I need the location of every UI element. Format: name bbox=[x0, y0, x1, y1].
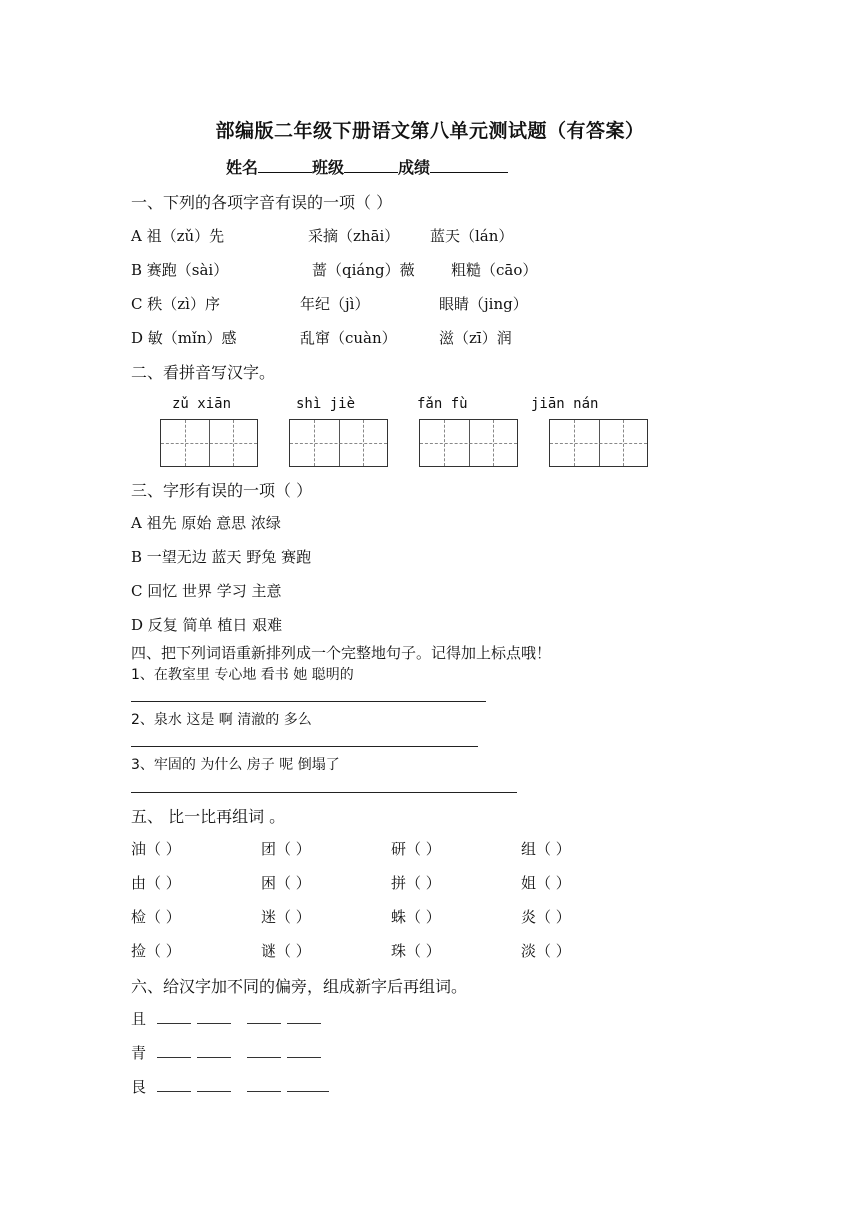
section-4-heading: 四、把下列词语重新排列成一个完整地句子。记得加上标点哦！ bbox=[131, 644, 552, 662]
name-label: 姓名 bbox=[226, 158, 259, 177]
s6-blank[interactable] bbox=[247, 1077, 281, 1092]
s1-option-b bbox=[131, 259, 651, 281]
s1-c-2: 年纪（jì） bbox=[300, 295, 370, 313]
pinyin-3: fǎn fù bbox=[417, 396, 468, 412]
s5-cell[interactable]: 组（ ） bbox=[521, 840, 571, 858]
s6-blank[interactable] bbox=[247, 1009, 281, 1024]
section-3-heading: 三、字形有误的一项（ ） bbox=[131, 481, 313, 500]
writing-grid-4[interactable] bbox=[549, 419, 648, 467]
s1-d-3: 滋（zī）润 bbox=[439, 329, 512, 347]
s1-a-1: A 祖（zǔ）先 bbox=[131, 227, 225, 245]
score-label: 成绩 bbox=[398, 158, 431, 177]
s5-cell[interactable]: 谜（ ） bbox=[261, 942, 311, 960]
s5-cell[interactable]: 拼（ ） bbox=[391, 874, 441, 892]
class-label: 班级 bbox=[312, 158, 345, 177]
s1-b-1: B 赛跑（sài） bbox=[131, 261, 229, 279]
s4-answer-line-1[interactable] bbox=[131, 701, 486, 702]
s1-b-2: 蔷（qiáng）薇 bbox=[312, 261, 415, 279]
s5-cell[interactable]: 姐（ ） bbox=[521, 874, 571, 892]
pinyin-4: jiān nán bbox=[531, 396, 599, 412]
s5-cell[interactable]: 炎（ ） bbox=[521, 908, 571, 926]
s5-cell[interactable]: 困（ ） bbox=[261, 874, 311, 892]
s6-char-3: 艮 bbox=[131, 1078, 147, 1096]
class-blank[interactable] bbox=[344, 156, 398, 173]
name-blank[interactable] bbox=[258, 156, 312, 173]
s5-cell[interactable]: 由（ ） bbox=[131, 874, 181, 892]
student-info-line bbox=[226, 155, 508, 178]
s3-option-a: A 祖先 原始 意思 浓绿 bbox=[131, 514, 281, 532]
s3-option-d: D 反复 简单 植日 艰难 bbox=[131, 616, 283, 634]
s1-d-1: D 敏（mǐn）感 bbox=[131, 329, 237, 347]
pinyin-1: zǔ xiān bbox=[172, 396, 232, 412]
s6-row-2 bbox=[131, 1042, 327, 1063]
s5-cell[interactable]: 迷（ ） bbox=[261, 908, 311, 926]
s1-d-2: 乱窜（cuàn） bbox=[300, 329, 397, 347]
s1-option-a bbox=[131, 225, 651, 247]
s5-cell[interactable]: 捡（ ） bbox=[131, 942, 181, 960]
s6-blank[interactable] bbox=[197, 1009, 231, 1024]
s6-blank[interactable] bbox=[197, 1043, 231, 1058]
s6-row-3 bbox=[131, 1076, 335, 1097]
page-title: 部编版二年级下册语文第八单元测试题（有答案） bbox=[215, 120, 645, 142]
writing-grid-2[interactable] bbox=[289, 419, 388, 467]
s6-row-1 bbox=[131, 1008, 327, 1029]
section-6-heading: 六、给汉字加不同的偏旁，组成新字后再组词。 bbox=[131, 977, 468, 996]
s5-cell[interactable]: 珠（ ） bbox=[391, 942, 441, 960]
section-2-heading: 二、看拼音写汉字。 bbox=[131, 363, 276, 382]
s4-item-2: 2、泉水 这是 啊 清澈的 多么 bbox=[131, 712, 312, 728]
s1-option-c bbox=[131, 293, 651, 315]
s5-cell[interactable]: 团（ ） bbox=[261, 840, 311, 858]
score-blank[interactable] bbox=[430, 156, 508, 173]
s6-blank[interactable] bbox=[197, 1077, 231, 1092]
s6-blank[interactable] bbox=[247, 1043, 281, 1058]
s1-b-3: 粗糙（cāo） bbox=[451, 261, 538, 279]
s6-char-2: 青 bbox=[131, 1044, 147, 1062]
s4-answer-line-2[interactable] bbox=[131, 746, 478, 747]
section-5-heading: 五、 比一比再组词 。 bbox=[131, 807, 286, 826]
s6-blank[interactable] bbox=[287, 1043, 321, 1058]
s5-cell[interactable]: 检（ ） bbox=[131, 908, 181, 926]
s3-option-b: B 一望无边 蓝天 野兔 赛跑 bbox=[131, 548, 312, 566]
writing-grid-3[interactable] bbox=[419, 419, 518, 467]
s6-blank[interactable] bbox=[287, 1009, 321, 1024]
s6-blank[interactable] bbox=[287, 1077, 329, 1092]
writing-grid-1[interactable] bbox=[160, 419, 258, 467]
s5-cell[interactable]: 研（ ） bbox=[391, 840, 441, 858]
s6-blank[interactable] bbox=[157, 1043, 191, 1058]
s3-option-c: C 回忆 世界 学习 主意 bbox=[131, 582, 282, 600]
pinyin-2: shì jiè bbox=[296, 396, 356, 412]
s1-a-3: 蓝天（lán） bbox=[430, 227, 514, 245]
s4-answer-line-3[interactable] bbox=[131, 792, 517, 793]
s4-item-3: 3、牢固的 为什么 房子 呢 倒塌了 bbox=[131, 757, 340, 773]
s6-char-1: 且 bbox=[131, 1010, 147, 1028]
s5-cell[interactable]: 淡（ ） bbox=[521, 942, 571, 960]
s1-option-d bbox=[131, 327, 651, 349]
s5-cell[interactable]: 油（ ） bbox=[131, 840, 181, 858]
s6-blank[interactable] bbox=[157, 1077, 191, 1092]
s1-c-1: C 秩（zì）序 bbox=[131, 295, 220, 313]
s1-c-3: 眼睛（jing） bbox=[439, 295, 528, 313]
s6-blank[interactable] bbox=[157, 1009, 191, 1024]
s5-cell[interactable]: 蛛（ ） bbox=[391, 908, 441, 926]
s1-a-2: 采摘（zhāi） bbox=[308, 227, 400, 245]
section-1-heading: 一、下列的各项字音有误的一项（ ） bbox=[131, 193, 393, 212]
s4-item-1: 1、在教室里 专心地 看书 她 聪明的 bbox=[131, 667, 354, 683]
